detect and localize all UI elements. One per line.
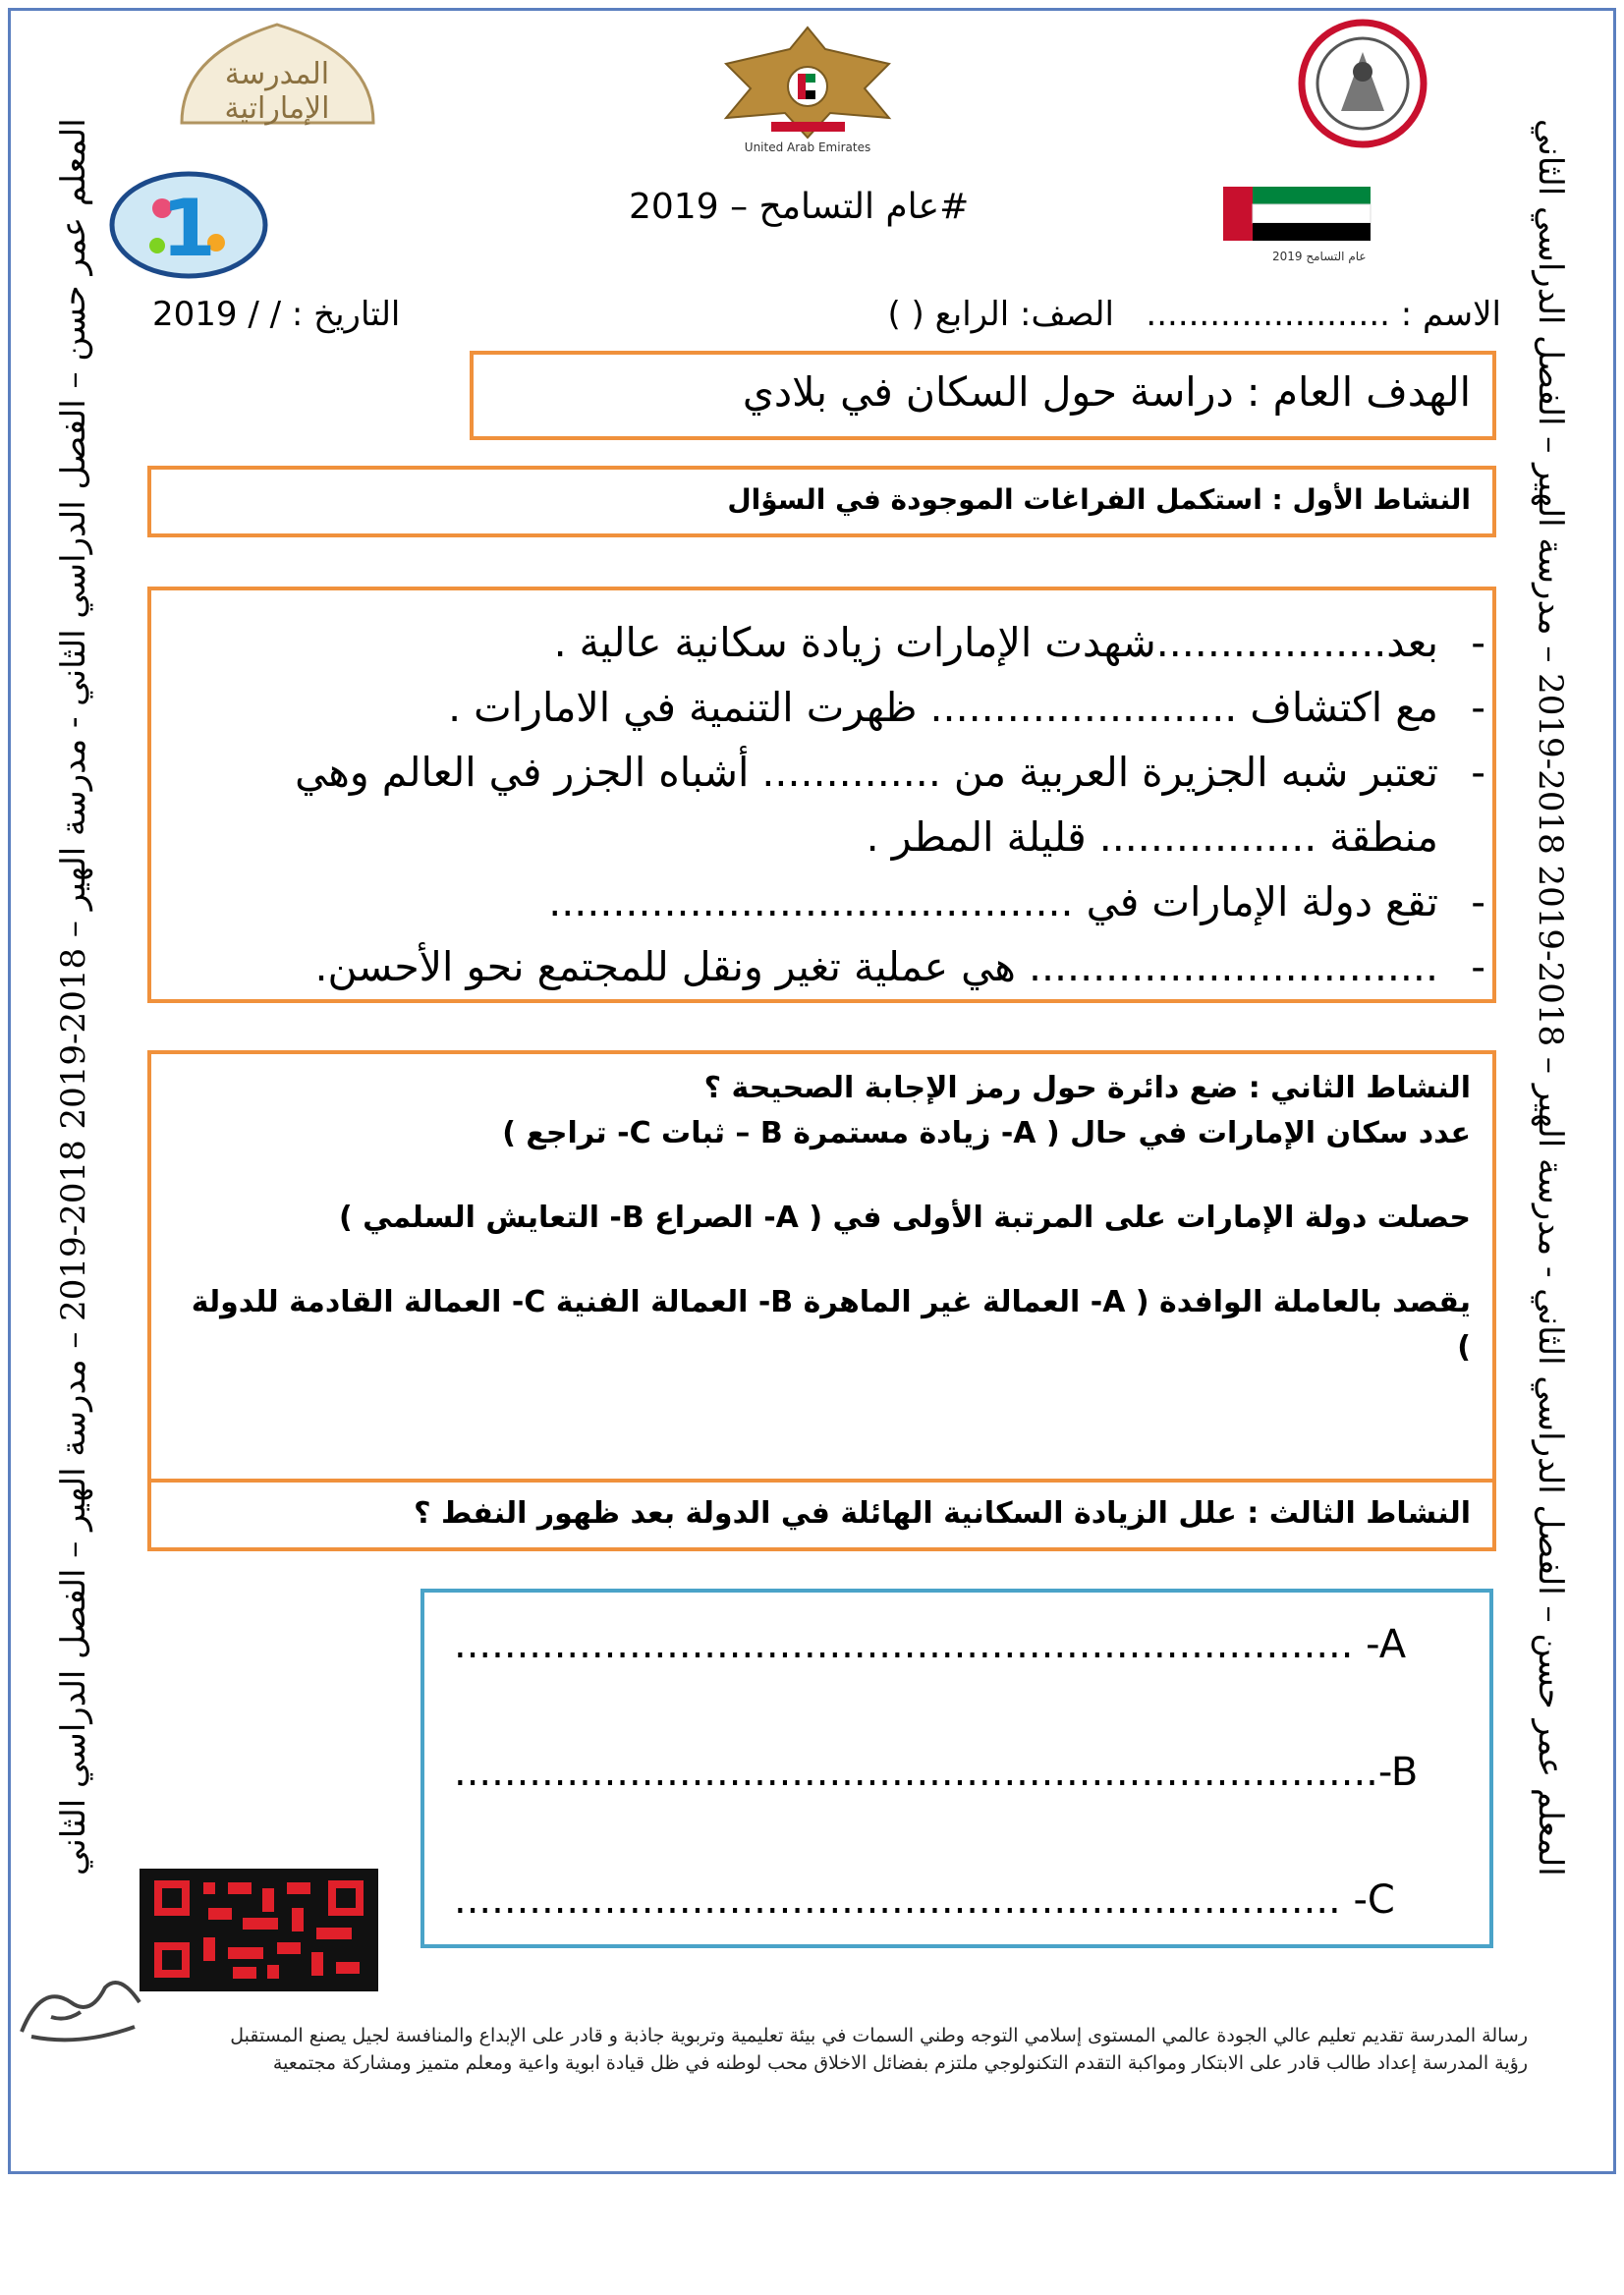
svg-text:الإماراتية: الإماراتية [224,91,330,126]
general-goal: الهدف العام : دراسة حول السكان في بلادي [742,368,1471,416]
side-margin-text-left: المعلم عمر حسن – الفصل الدراسي الثاني - مدرسة الهير – 2018-2019 2018-2019 – مدرسة الهير – الفصل الدراسي الثاني [54,118,93,1876]
fill-blank-item: - ................................ هي عملية تغير ونقل للمجتمع نحو الأحسن. [314,943,1485,990]
uae-flag [1223,182,1375,270]
student-info-line [887,295,1501,334]
activity1-title: النشاط الأول : استكمل الفراغات الموجودة في السؤال [727,483,1471,516]
emblem-caption: United Arab Emirates [744,140,871,154]
school-logo [162,15,393,138]
answer-lines-box [420,1589,1493,1948]
fill-blank-item: - تقع دولة الإمارات في ......................................... [548,878,1485,925]
svg-text:المدرسة: المدرسة [224,57,330,91]
badge-number: 1 [161,183,216,274]
activity3-title-box [147,1479,1496,1551]
fill-blank-item: - بعد..................شهدت الإمارات زيادة سكانية عالية . [553,619,1485,666]
footer-mission-vision [93,2022,1528,2077]
uae-emblem [702,20,914,157]
activity1-title-box [147,466,1496,537]
name-field: الاسم : ....................... [1146,295,1501,334]
mcq-question-3: يقصد بالعاملة الوافدة ( A- العمالة غير الماهرة B- العمالة الفنية C- العمالة القادمة للدولة ) [191,1285,1471,1365]
activity3-title: النشاط الثالث : علل الزيادة السكانية الهائلة في الدولة بعد ظهور النفط ؟ [414,1496,1471,1531]
grade-one-badge [108,169,270,282]
fill-blank-item: - تعتبر شبه الجزيرة العربية من .............. أشباه الجزر في العالم وهي منطقة ................. قليلة المطر . [295,749,1485,861]
answer-line-c: ....................................................................... -C [454,1877,1395,1923]
answer-line-b: ..........................................................................-B [454,1750,1419,1795]
tolerance-year-heading: #عام التسامح – 2019 [629,187,970,227]
activity2-box [147,1050,1496,1483]
mcq-question-2: حصلت دولة الإمارات على المرتبة الأولى في ( A- الصراع B- التعايش السلمي ) [338,1201,1471,1235]
activity2-title: النشاط الثاني : ضع دائرة حول رمز الإجابة الصحيحة ؟ [703,1071,1471,1105]
school-mission: رسالة المدرسة تقديم تعليم عالي الجودة عالمي المستوى إسلامي التوجه وطني السمات في بيئة تعليمية وتربوية جاذبة و قادر على الإبداع والمنافسة لجيل يصنع المستقبل [230,2025,1528,2046]
general-goal-box [470,351,1496,440]
activity1-items-box [147,587,1496,1003]
fill-blank-item: - مع اكتشاف ........................ ظهرت التنمية في الامارات . [448,684,1485,731]
grade-field: الصف: الرابع ( ) [887,295,1114,334]
abu-dhabi-seal [1297,18,1429,150]
school-vision: رؤية المدرسة إعداد طالب قادر على الابتكار ومواكبة التقدم التكنولوجي ملتزم بفضائل الاخلاق محب لوطنه في ظل قيادة ابوية واعية ومعلم متميز ومشاركة مجتمعية [272,2052,1528,2074]
date-field: التاريخ : / / 2019 [152,295,401,334]
qr-code [140,1869,378,1991]
answer-line-a: ........................................................................ -A [454,1622,1407,1667]
side-margin-text-right: المعلم عمر حسن – الفصل الدراسي الثاني - مدرسة الهير – 2018-2019 2018-2019 – مدرسة الهير – الفصل الدراسي الثاني [1531,118,1570,1876]
flag-caption: 2019 عام التسامح [1272,250,1367,263]
mcq-question-1: عدد سكان الإمارات في حال ( A- زيادة مستمرة B – ثبات C- تراجع ) [502,1116,1471,1150]
